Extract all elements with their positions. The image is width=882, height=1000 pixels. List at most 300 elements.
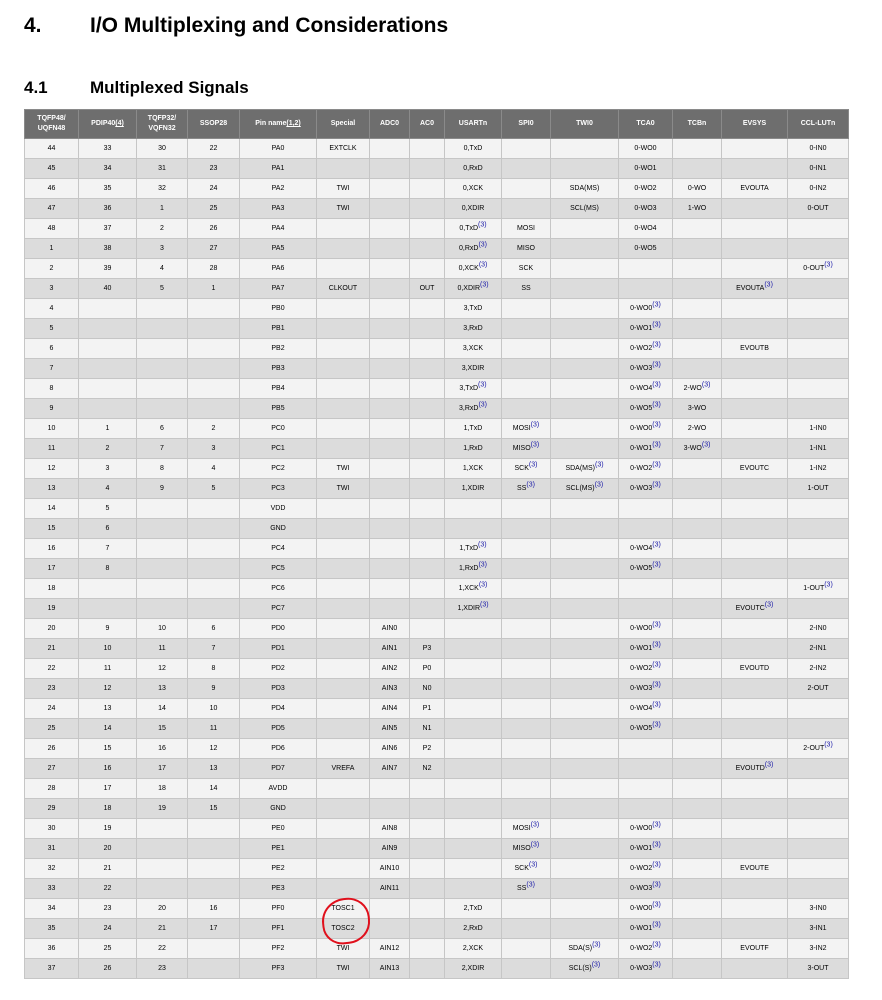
table-cell <box>502 939 551 959</box>
table-cell <box>370 179 410 199</box>
table-cell: 7 <box>137 439 188 459</box>
footnote-ref[interactable]: (3) <box>652 621 661 629</box>
table-cell <box>137 879 188 899</box>
footnote-ref[interactable]: (3) <box>652 861 661 869</box>
footnote-ref[interactable]: (3) <box>652 901 661 909</box>
table-row <box>25 939 849 959</box>
table-cell: PA4 <box>240 219 317 239</box>
table-cell <box>722 739 788 759</box>
table-cell: 23 <box>137 959 188 979</box>
table-cell <box>619 599 673 619</box>
table-cell <box>551 559 619 579</box>
column-header <box>25 110 79 139</box>
table-cell: 18 <box>137 779 188 799</box>
cell-text: 0-WO0 <box>630 625 653 632</box>
table-cell <box>722 279 788 299</box>
table-row <box>25 919 849 939</box>
table-cell: AIN0 <box>370 619 410 639</box>
table-cell: PB1 <box>240 319 317 339</box>
footnote-ref[interactable]: (3) <box>530 841 540 849</box>
footnote-ref[interactable]: (3) <box>652 381 661 389</box>
table-cell: 13 <box>79 699 137 719</box>
table-cell <box>551 919 619 939</box>
table-cell: PB2 <box>240 339 317 359</box>
footnote-ref[interactable]: (3) <box>478 261 488 269</box>
column-header-label-line2: UQFN48 <box>37 125 66 132</box>
table-cell <box>673 799 722 819</box>
table-cell <box>410 419 445 439</box>
table-cell: 3-IN2 <box>788 939 849 959</box>
table-cell <box>722 699 788 719</box>
table-cell <box>502 639 551 659</box>
table-cell <box>673 319 722 339</box>
table-cell <box>410 579 445 599</box>
table-cell <box>317 579 370 599</box>
footnote-ref[interactable]: (3) <box>652 641 661 649</box>
table-cell <box>317 679 370 699</box>
table-cell <box>619 799 673 819</box>
table-cell <box>551 379 619 399</box>
table-cell <box>370 299 410 319</box>
table-cell: AIN7 <box>370 759 410 779</box>
table-cell <box>317 419 370 439</box>
table-cell: TOSC1 <box>317 899 370 919</box>
table-cell <box>410 219 445 239</box>
table-cell: AVDD <box>240 779 317 799</box>
table-cell <box>673 659 722 679</box>
table-cell: PE2 <box>240 859 317 879</box>
table-cell: 22 <box>137 939 188 959</box>
table-cell: 5 <box>137 279 188 299</box>
cell-text: 0-WO4 <box>630 545 653 552</box>
table-cell <box>445 399 502 419</box>
table-cell <box>137 599 188 619</box>
table-cell <box>619 279 673 299</box>
cell-text: SS <box>517 885 527 892</box>
table-cell <box>137 339 188 359</box>
table-cell: PF3 <box>240 959 317 979</box>
table-cell: AIN9 <box>370 839 410 859</box>
footnote-ref[interactable]: (3) <box>824 261 833 269</box>
footnote-ref[interactable]: (3) <box>824 581 833 589</box>
table-cell <box>619 519 673 539</box>
table-cell <box>551 739 619 759</box>
table-cell: 32 <box>25 859 79 879</box>
cell-text: 0-WO4 <box>630 385 653 392</box>
table-cell: 13 <box>188 759 240 779</box>
footnote-ref[interactable]: (3) <box>594 481 604 489</box>
column-header-label: PDIP40 <box>91 120 116 127</box>
table-cell <box>551 299 619 319</box>
table-cell: 5 <box>188 479 240 499</box>
table-cell <box>722 959 788 979</box>
table-cell: PB4 <box>240 379 317 399</box>
table-cell: 8 <box>25 379 79 399</box>
table-row <box>25 339 849 359</box>
table-cell <box>445 219 502 239</box>
table-cell <box>370 559 410 579</box>
cell-text: EVOUTD <box>735 765 765 772</box>
table-cell <box>551 539 619 559</box>
table-cell <box>445 559 502 579</box>
table-cell <box>551 279 619 299</box>
table-cell: TWI <box>317 459 370 479</box>
table-cell: SS <box>502 279 551 299</box>
table-cell: PC6 <box>240 579 317 599</box>
table-cell <box>188 539 240 559</box>
footnote-ref[interactable]: (3) <box>595 461 604 469</box>
table-cell: 0,XCK <box>445 179 502 199</box>
footnote-ref[interactable]: (3) <box>478 401 487 409</box>
table-cell <box>445 379 502 399</box>
table-cell: 33 <box>25 879 79 899</box>
table-cell <box>673 599 722 619</box>
footnote-ref[interactable]: (3) <box>528 861 538 869</box>
table-cell <box>722 619 788 639</box>
table-row <box>25 839 849 859</box>
table-cell <box>502 819 551 839</box>
footnote-ref[interactable]: (3) <box>652 721 661 729</box>
footnote-ref[interactable]: (3) <box>652 701 661 709</box>
table-cell: TWI <box>317 959 370 979</box>
footnote-ref[interactable]: (3) <box>526 881 535 889</box>
table-cell: AIN1 <box>370 639 410 659</box>
table-cell: PC3 <box>240 479 317 499</box>
table-cell <box>551 459 619 479</box>
column-header <box>188 110 240 139</box>
table-cell <box>317 539 370 559</box>
table-cell: 48 <box>25 219 79 239</box>
footnote-ref[interactable]: (3) <box>478 221 487 229</box>
footnote-ref[interactable]: (3) <box>530 421 540 429</box>
table-cell: 3-WO <box>673 399 722 419</box>
table-cell <box>137 579 188 599</box>
table-cell <box>722 379 788 399</box>
table-cell <box>317 319 370 339</box>
table-cell <box>370 219 410 239</box>
footnote-ref[interactable]: (4) <box>115 120 124 127</box>
table-cell: 1-IN2 <box>788 459 849 479</box>
table-cell: 4 <box>79 479 137 499</box>
column-header-label: USARTn <box>458 120 488 127</box>
table-cell <box>673 939 722 959</box>
table-cell <box>410 359 445 379</box>
table-cell <box>502 559 551 579</box>
footnote-ref[interactable]: (3) <box>764 761 774 769</box>
table-cell: P0 <box>410 659 445 679</box>
table-cell: 8 <box>79 559 137 579</box>
footnote-ref[interactable]: (3) <box>592 941 601 949</box>
table-cell: AIN12 <box>370 939 410 959</box>
table-cell <box>619 839 673 859</box>
table-cell: PC1 <box>240 439 317 459</box>
footnote-ref[interactable]: (3) <box>528 461 538 469</box>
cell-text: MOSI <box>512 425 531 432</box>
footnote-ref[interactable]: (3) <box>652 881 661 889</box>
footnote-ref[interactable]: (3) <box>652 461 661 469</box>
table-cell: AIN5 <box>370 719 410 739</box>
footnote-ref[interactable]: (3) <box>701 441 711 449</box>
footnote-ref[interactable]: (3) <box>652 821 661 829</box>
table-cell: 1,XDIR <box>445 479 502 499</box>
table-cell: 18 <box>25 579 79 599</box>
footnote-ref[interactable]: (3) <box>652 421 661 429</box>
table-cell <box>788 299 849 319</box>
table-row <box>25 959 849 979</box>
table-cell <box>188 299 240 319</box>
column-header <box>79 110 137 139</box>
table-cell <box>502 319 551 339</box>
table-cell: 0-WO <box>673 179 722 199</box>
cell-text: 0-WO1 <box>630 325 653 332</box>
table-cell <box>619 259 673 279</box>
table-cell <box>788 319 849 339</box>
table-cell <box>722 439 788 459</box>
table-cell <box>502 799 551 819</box>
table-cell <box>619 959 673 979</box>
table-cell: 19 <box>25 599 79 619</box>
column-header-label: Pin name <box>255 120 287 127</box>
footnote-ref[interactable]: (3) <box>652 841 661 849</box>
column-header <box>788 110 849 139</box>
table-cell: AIN3 <box>370 679 410 699</box>
footnote-ref[interactable]: (3) <box>478 381 487 389</box>
table-cell <box>502 579 551 599</box>
footnote-ref[interactable]: (3) <box>652 921 661 929</box>
footnote-ref[interactable]: (3) <box>591 961 601 969</box>
table-cell <box>317 639 370 659</box>
table-row <box>25 859 849 879</box>
table-cell <box>502 839 551 859</box>
table-cell <box>619 439 673 459</box>
footnote-ref[interactable]: (3) <box>652 341 661 349</box>
table-cell <box>445 819 502 839</box>
table-cell: 40 <box>79 279 137 299</box>
table-cell: 0-WO4 <box>619 219 673 239</box>
table-cell <box>410 239 445 259</box>
table-cell <box>788 579 849 599</box>
table-cell <box>410 959 445 979</box>
table-cell: 16 <box>137 739 188 759</box>
table-cell <box>619 899 673 919</box>
table-row <box>25 259 849 279</box>
table-cell <box>502 659 551 679</box>
footnote-ref[interactable]: (3) <box>480 281 489 289</box>
table-cell: 33 <box>79 139 137 159</box>
table-cell <box>137 559 188 579</box>
table-row <box>25 279 849 299</box>
table-cell: 16 <box>79 759 137 779</box>
footnote-ref[interactable]: (3) <box>652 661 661 669</box>
table-cell: 0-IN1 <box>788 159 849 179</box>
table-cell: 14 <box>79 719 137 739</box>
footnote-ref[interactable]: (3) <box>764 601 774 609</box>
column-header-label: TCBn <box>687 120 707 127</box>
table-cell <box>788 359 849 379</box>
table-cell <box>137 499 188 519</box>
footnote-ref[interactable]: (1,2) <box>286 120 301 127</box>
table-cell: 45 <box>25 159 79 179</box>
footnote-ref[interactable]: (3) <box>478 541 487 549</box>
table-cell: 32 <box>137 179 188 199</box>
table-cell: TWI <box>317 939 370 959</box>
table-cell: 3-IN0 <box>788 899 849 919</box>
table-cell: 7 <box>79 539 137 559</box>
footnote-ref[interactable]: (3) <box>478 561 487 569</box>
cell-text: 0-WO0 <box>630 305 653 312</box>
table-cell: 30 <box>25 819 79 839</box>
column-header-label: TWI0 <box>576 120 593 127</box>
cell-text: EVOUTA <box>736 285 765 292</box>
cell-text: MISO <box>512 845 531 852</box>
table-cell: 21 <box>137 919 188 939</box>
table-cell: VDD <box>240 499 317 519</box>
section-title: I/O Multiplexing and Considerations <box>90 14 449 37</box>
table-cell <box>370 539 410 559</box>
table-cell: 1-IN1 <box>788 439 849 459</box>
table-cell: 2-IN2 <box>788 659 849 679</box>
table-cell: 6 <box>137 419 188 439</box>
table-cell <box>502 739 551 759</box>
table-cell: 36 <box>25 939 79 959</box>
table-cell: EVOUTB <box>722 339 788 359</box>
table-cell <box>788 539 849 559</box>
table-cell <box>410 599 445 619</box>
table-cell: 23 <box>188 159 240 179</box>
table-cell: 20 <box>25 619 79 639</box>
table-row <box>25 799 849 819</box>
footnote-ref[interactable]: (3) <box>764 281 773 289</box>
table-cell: PA6 <box>240 259 317 279</box>
table-cell <box>551 439 619 459</box>
table-cell <box>619 819 673 839</box>
footnote-ref[interactable]: (3) <box>652 481 661 489</box>
table-cell: PD3 <box>240 679 317 699</box>
table-cell: 37 <box>79 219 137 239</box>
footnote-ref[interactable]: (3) <box>478 241 487 249</box>
footnote-ref[interactable]: (3) <box>652 321 661 329</box>
table-cell: 20 <box>79 839 137 859</box>
footnote-ref[interactable]: (3) <box>526 481 535 489</box>
table-cell: 2,RxD <box>445 919 502 939</box>
table-cell <box>722 419 788 439</box>
footnote-ref[interactable]: (3) <box>652 401 661 409</box>
footnote-ref[interactable]: (3) <box>652 941 661 949</box>
footnote-ref[interactable]: (3) <box>652 441 661 449</box>
table-cell: 2 <box>25 259 79 279</box>
table-cell <box>370 279 410 299</box>
column-header <box>722 110 788 139</box>
table-cell <box>788 759 849 779</box>
table-cell: 9 <box>79 619 137 639</box>
table-cell <box>619 479 673 499</box>
table-cell: AIN8 <box>370 819 410 839</box>
table-cell <box>788 499 849 519</box>
column-header-label: CCL-LUTn <box>800 120 836 127</box>
table-cell <box>722 539 788 559</box>
table-cell <box>673 519 722 539</box>
table-cell: P3 <box>410 639 445 659</box>
table-cell <box>722 579 788 599</box>
table-cell <box>551 219 619 239</box>
footnote-ref[interactable]: (3) <box>480 601 489 609</box>
table-cell <box>551 719 619 739</box>
table-row <box>25 179 849 199</box>
table-cell <box>502 959 551 979</box>
table-cell <box>317 619 370 639</box>
table-cell: 31 <box>25 839 79 859</box>
table-cell: PF2 <box>240 939 317 959</box>
cell-text: 1,TxD <box>459 545 479 552</box>
table-cell: 27 <box>25 759 79 779</box>
cell-text: 0-WO5 <box>630 565 653 572</box>
table-cell <box>673 159 722 179</box>
table-cell <box>551 799 619 819</box>
table-row <box>25 819 849 839</box>
table-header-row <box>25 110 849 139</box>
cell-text: 0-WO1 <box>630 845 653 852</box>
table-cell <box>445 779 502 799</box>
column-header-label: SSOP28 <box>199 120 228 127</box>
column-header <box>317 110 370 139</box>
table-cell: 15 <box>188 799 240 819</box>
footnote-ref[interactable]: (3) <box>530 441 540 449</box>
footnote-ref[interactable]: (3) <box>530 821 540 829</box>
table-cell <box>673 959 722 979</box>
subsection-number: 4.1 <box>24 78 48 97</box>
table-cell <box>445 619 502 639</box>
table-cell <box>551 679 619 699</box>
footnote-ref[interactable]: (3) <box>652 361 661 369</box>
table-cell <box>410 339 445 359</box>
table-cell <box>502 459 551 479</box>
table-cell <box>551 939 619 959</box>
table-cell <box>673 539 722 559</box>
table-body <box>25 139 849 979</box>
table-cell: PA1 <box>240 159 317 179</box>
footnote-ref[interactable]: (3) <box>701 381 711 389</box>
table-cell: 14 <box>25 499 79 519</box>
table-cell: 26 <box>79 959 137 979</box>
table-cell <box>370 319 410 339</box>
table-cell <box>502 779 551 799</box>
table-cell <box>722 499 788 519</box>
table-cell: 14 <box>188 779 240 799</box>
footnote-ref[interactable]: (3) <box>652 301 661 309</box>
table-cell <box>317 879 370 899</box>
table-cell <box>317 819 370 839</box>
footnote-ref[interactable]: (3) <box>652 681 661 689</box>
cell-text: SS <box>517 485 527 492</box>
table-cell <box>619 759 673 779</box>
footnote-ref[interactable]: (3) <box>478 581 488 589</box>
table-cell <box>317 339 370 359</box>
footnote-ref[interactable]: (3) <box>652 541 661 549</box>
table-cell <box>317 519 370 539</box>
table-cell <box>673 259 722 279</box>
table-cell: EVOUTA <box>722 179 788 199</box>
cell-text: 0-OUT <box>803 265 825 272</box>
footnote-ref[interactable]: (3) <box>824 741 833 749</box>
table-cell <box>673 139 722 159</box>
table-cell: 6 <box>79 519 137 539</box>
table-cell: 0-WO1 <box>619 159 673 179</box>
footnote-ref[interactable]: (3) <box>652 561 661 569</box>
table-cell: EVOUTF <box>722 939 788 959</box>
footnote-ref[interactable]: (3) <box>652 961 661 969</box>
table-cell <box>619 699 673 719</box>
table-cell <box>370 459 410 479</box>
